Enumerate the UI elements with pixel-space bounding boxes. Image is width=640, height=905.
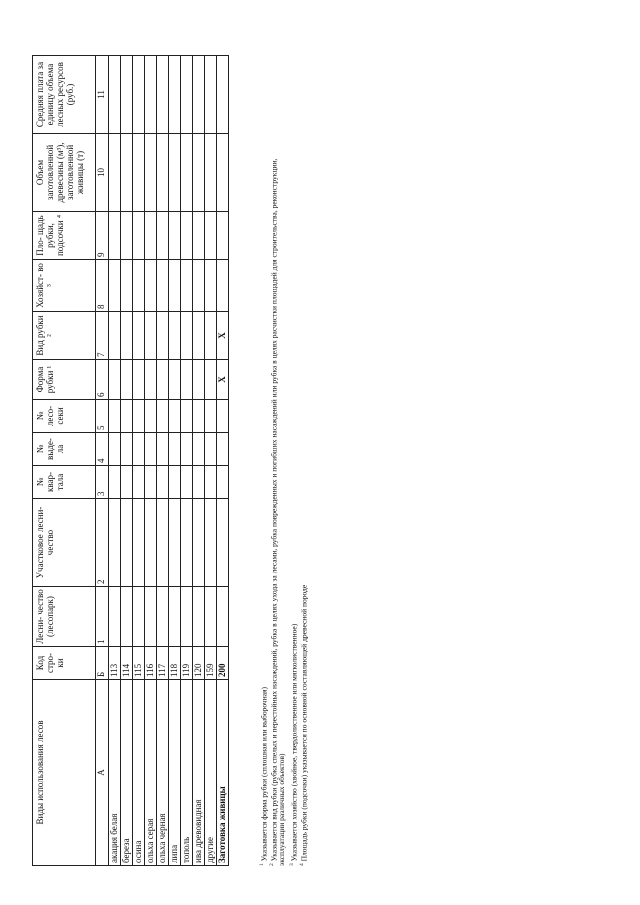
row-code: 117 xyxy=(157,647,169,680)
empty-cell xyxy=(181,56,193,134)
empty-cell xyxy=(205,260,217,312)
empty-cell xyxy=(145,134,157,212)
empty-cell xyxy=(205,212,217,260)
column-number: 6 xyxy=(96,360,109,400)
empty-cell xyxy=(205,134,217,212)
empty-cell xyxy=(133,587,145,647)
col-header-felling-type: Вид рубки ² xyxy=(33,312,96,360)
col-header-quarter: № квар- тала xyxy=(33,466,96,499)
column-number: 5 xyxy=(96,400,109,433)
col-header-felling-area: Пло- щадь рубки, подсочки ⁴ xyxy=(33,212,96,260)
empty-cell xyxy=(109,587,121,647)
empty-cell xyxy=(133,312,145,360)
empty-cell xyxy=(181,212,193,260)
footnote-text: Указывается форма рубки (сплошная или выборочная) xyxy=(259,687,269,862)
empty-cell xyxy=(169,312,181,360)
row-code: 113 xyxy=(109,647,121,680)
empty-cell xyxy=(169,400,181,433)
empty-cell xyxy=(217,466,229,499)
footnote-text: Указывается хозяйство (хвойное, твердолиственное или мягколиственное) xyxy=(289,623,299,862)
empty-cell xyxy=(145,260,157,312)
empty-cell xyxy=(205,587,217,647)
empty-cell xyxy=(121,433,133,466)
empty-cell xyxy=(157,260,169,312)
empty-cell xyxy=(145,56,157,134)
col-header-forestry: Лесни- чество (лесопарк) xyxy=(33,587,96,647)
empty-cell xyxy=(109,134,121,212)
table-row xyxy=(169,56,181,866)
empty-cell xyxy=(193,212,205,260)
empty-cell xyxy=(133,212,145,260)
empty-cell xyxy=(205,466,217,499)
empty-cell xyxy=(157,466,169,499)
row-name: ольха черная xyxy=(157,680,169,866)
column-number: 11 xyxy=(96,56,109,134)
empty-cell xyxy=(157,499,169,587)
table-row xyxy=(133,56,145,866)
empty-cell xyxy=(157,56,169,134)
footnote-marker: 3 xyxy=(289,863,295,866)
empty-cell xyxy=(109,56,121,134)
footnote-marker: 2 xyxy=(269,863,275,866)
not-applicable-mark: X xyxy=(217,312,229,360)
table-row xyxy=(109,56,121,866)
empty-cell xyxy=(145,312,157,360)
empty-cell xyxy=(133,360,145,400)
empty-cell xyxy=(169,433,181,466)
empty-cell xyxy=(157,587,169,647)
empty-cell xyxy=(169,499,181,587)
footnote-text: эксплуатации различных объектов) xyxy=(277,753,286,866)
empty-cell xyxy=(121,360,133,400)
column-number: 10 xyxy=(96,134,109,212)
empty-cell xyxy=(205,312,217,360)
column-number: А xyxy=(96,680,109,866)
column-number: 2 xyxy=(96,499,109,587)
table-row xyxy=(157,56,169,866)
empty-cell xyxy=(193,56,205,134)
empty-cell xyxy=(169,56,181,134)
column-number: 8 xyxy=(96,260,109,312)
empty-cell xyxy=(157,360,169,400)
empty-cell xyxy=(205,360,217,400)
column-number: 3 xyxy=(96,466,109,499)
empty-cell xyxy=(169,466,181,499)
empty-cell xyxy=(145,433,157,466)
empty-cell xyxy=(169,134,181,212)
row-name: липа xyxy=(169,680,181,866)
row-name: Заготовка живицы xyxy=(217,680,229,866)
timber-harvest-table xyxy=(32,55,229,866)
col-header-cutting-area: № лесо- секи xyxy=(33,400,96,433)
empty-cell xyxy=(217,56,229,134)
empty-cell xyxy=(193,260,205,312)
not-applicable-mark: X xyxy=(217,360,229,400)
empty-cell xyxy=(121,260,133,312)
empty-cell xyxy=(145,400,157,433)
empty-cell xyxy=(109,260,121,312)
empty-cell xyxy=(133,466,145,499)
empty-cell xyxy=(217,400,229,433)
empty-cell xyxy=(205,400,217,433)
empty-cell xyxy=(169,212,181,260)
empty-cell xyxy=(193,587,205,647)
empty-cell xyxy=(121,587,133,647)
row-code: 116 xyxy=(145,647,157,680)
column-number: 7 xyxy=(96,312,109,360)
col-header-average-fee: Средняя плата за единицу объема лесных ресурсов (руб.) xyxy=(33,56,96,134)
row-code: 114 xyxy=(121,647,133,680)
column-number-row xyxy=(96,56,109,866)
empty-cell xyxy=(145,587,157,647)
empty-cell xyxy=(121,312,133,360)
column-number: 9 xyxy=(96,212,109,260)
empty-cell xyxy=(217,499,229,587)
footnote xyxy=(278,56,287,866)
empty-cell xyxy=(193,312,205,360)
empty-cell xyxy=(109,466,121,499)
col-header-felling-form: Форма рубки ¹ xyxy=(33,360,96,400)
empty-cell xyxy=(133,400,145,433)
table-row xyxy=(205,56,217,866)
col-header-land-use: Виды использования лесов xyxy=(33,680,96,866)
empty-cell xyxy=(193,433,205,466)
empty-cell xyxy=(121,134,133,212)
empty-cell xyxy=(181,466,193,499)
footnote-marker: 4 xyxy=(299,863,305,866)
footnote-marker: 1 xyxy=(259,863,265,866)
row-code: 115 xyxy=(133,647,145,680)
empty-cell xyxy=(145,466,157,499)
empty-cell xyxy=(157,134,169,212)
empty-cell xyxy=(133,134,145,212)
row-name: другие xyxy=(205,680,217,866)
empty-cell xyxy=(121,212,133,260)
empty-cell xyxy=(109,312,121,360)
row-name: ольха серая xyxy=(145,680,157,866)
empty-cell xyxy=(145,212,157,260)
row-code: 119 xyxy=(181,647,193,680)
empty-cell xyxy=(133,499,145,587)
footnote xyxy=(298,56,309,866)
empty-cell xyxy=(121,466,133,499)
column-number: 1 xyxy=(96,587,109,647)
empty-cell xyxy=(109,360,121,400)
col-header-harvested-volume: Объем заготовленной древесины (м³), заготовленной живицы (т) xyxy=(33,134,96,212)
rotated-content xyxy=(32,56,307,866)
empty-cell xyxy=(181,433,193,466)
row-name: береза xyxy=(121,680,133,866)
empty-cell xyxy=(133,260,145,312)
empty-cell xyxy=(109,499,121,587)
empty-cell xyxy=(157,212,169,260)
empty-cell xyxy=(109,433,121,466)
empty-cell xyxy=(181,400,193,433)
table-row-resin xyxy=(217,56,229,866)
row-name: акация белая xyxy=(109,680,121,866)
empty-cell xyxy=(193,134,205,212)
col-header-plot: № выде- ла xyxy=(33,433,96,466)
empty-cell xyxy=(181,260,193,312)
empty-cell xyxy=(217,260,229,312)
empty-cell xyxy=(193,466,205,499)
empty-cell xyxy=(121,499,133,587)
empty-cell xyxy=(169,587,181,647)
empty-cell xyxy=(217,212,229,260)
row-code: 159 xyxy=(205,647,217,680)
row-code: 120 xyxy=(193,647,205,680)
column-number: 4 xyxy=(96,433,109,466)
empty-cell xyxy=(169,260,181,312)
empty-cell xyxy=(133,56,145,134)
empty-cell xyxy=(217,433,229,466)
empty-cell xyxy=(193,400,205,433)
col-header-district-forestry: Участковое лесни- чество xyxy=(33,499,96,587)
empty-cell xyxy=(181,312,193,360)
row-name: осина xyxy=(133,680,145,866)
empty-cell xyxy=(181,134,193,212)
empty-cell xyxy=(145,360,157,400)
table-row xyxy=(145,56,157,866)
col-header-line-code: Код стро- ки xyxy=(33,647,96,680)
empty-cell xyxy=(205,499,217,587)
col-header-farm: Хозяйст- во ³ xyxy=(33,260,96,312)
empty-cell xyxy=(217,587,229,647)
empty-cell xyxy=(205,56,217,134)
empty-cell xyxy=(109,400,121,433)
empty-cell xyxy=(121,400,133,433)
empty-cell xyxy=(181,360,193,400)
empty-cell xyxy=(217,134,229,212)
row-code: 200 xyxy=(217,647,229,680)
row-code: 118 xyxy=(169,647,181,680)
table-row xyxy=(193,56,205,866)
header-row xyxy=(33,56,96,866)
empty-cell xyxy=(169,360,181,400)
empty-cell xyxy=(193,499,205,587)
empty-cell xyxy=(157,433,169,466)
empty-cell xyxy=(193,360,205,400)
empty-cell xyxy=(109,212,121,260)
table-row xyxy=(181,56,193,866)
empty-cell xyxy=(133,433,145,466)
empty-cell xyxy=(157,400,169,433)
empty-cell xyxy=(181,587,193,647)
empty-cell xyxy=(205,433,217,466)
empty-cell xyxy=(157,312,169,360)
footnote-text: Площадь рубки (подсочки) указывается по основной составляющей древесной породе xyxy=(299,584,309,862)
column-number: Б xyxy=(96,647,109,680)
empty-cell xyxy=(145,499,157,587)
row-name: тополь xyxy=(181,680,193,866)
table-row xyxy=(121,56,133,866)
empty-cell xyxy=(181,499,193,587)
empty-cell xyxy=(121,56,133,134)
footnote-text: Указывается вид рубки (рубка спелых и перестойных насаждений, рубка в целях ухода за лесами, рубка поврежденных и погибших насаждений или рубка в целях расчистки площадей для строительства, реконструкции, xyxy=(269,158,279,862)
row-name: ива древовидная xyxy=(193,680,205,866)
